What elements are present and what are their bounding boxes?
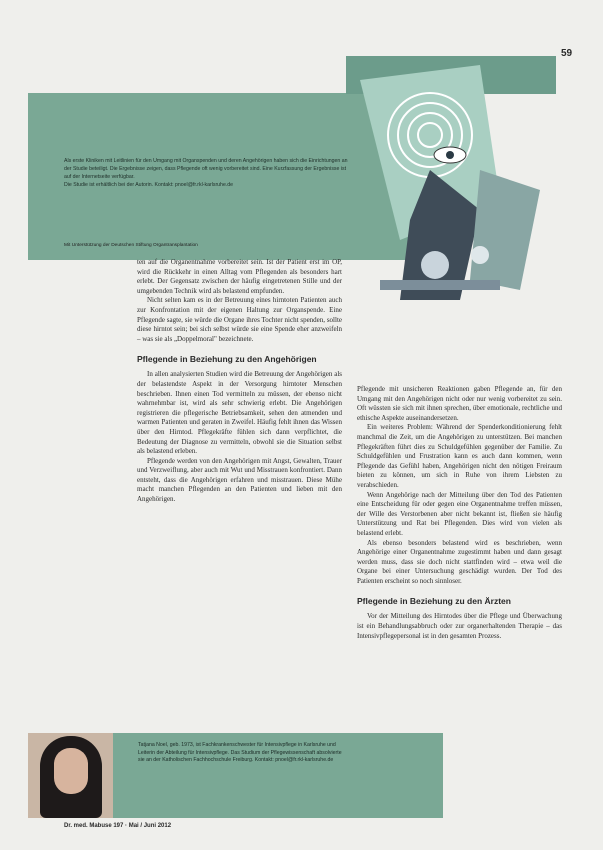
paragraph: Pflegende mit unsicheren Reaktionen gaben Pflegende an, für den Umgang mit den Angehörigen nicht oder nur wenig vorbereitet zu sein. Oft wüssten sie sich mit ihnen sprechen, über emotionale, rechtliche und ethische Aspekte auseinandersetzen.	[357, 385, 562, 422]
paragraph: Nicht selten kam es in der Betreuung eines hirntoten Patienten auch zur Konfrontation mit der eigenen Haltung zur Organspende. Eine Pflegende sagte, sie würde die Organe ihres Tochter nicht spenden, sollte diese hirntot sein; bei sich selbst würde sie eine Spende eher anzweifeln – was sie als „Doppelmoral" bezeichnete.	[137, 296, 342, 343]
info-box-text	[64, 157, 354, 189]
footer: Dr. med. Mabuse 197 · Mai / Juni 2012	[64, 823, 172, 829]
section-heading: Pflegende in Beziehung zu den Angehörigen	[137, 354, 317, 365]
right-column	[357, 385, 562, 641]
left-column	[137, 258, 342, 505]
paragraph: Pflegende werden von den Angehörigen mit Angst, Gewalten, Trauer und Verzweiflung, aber auch mit Wut und Misstrauen konfrontiert. Dann entsteht, dass die Angehörigen erfahren und misstrauen. Diese Mühe macht manchen Pflegenden an den Patienten und lieben mit den Angehörigen.	[137, 456, 342, 504]
paragraph: ten auf die Organentnahme vorbereitet sein. Ist der Patient erst im OP, wird die Rückkehr in einen Alltag vom Pflegenden als besonders hart erlebt. Der Gegensatz zwischen der häufig eingetretenen Stille und der umgebenden Technik wird als belastend empfunden.	[137, 258, 342, 295]
author-bio: Tatjana Noel, geb. 1973, ist Fachkrankenschwester für Intensivpflege in Karlsruhe und Leiterin der Abteilung für Intensivpflege. Das Studium der Pflegewissenschaft absolvierte sie an der Katholischen Fachhochschule Freiburg. Kontakt: pnoel@fr.rkl-karlsruhe.de	[138, 742, 342, 764]
paragraph: Als ebenso besonders belastend wird es beschrieben, wenn Angehörige einer Organentnahme zugestimmt haben und dann gesagt werden muss, dass sie doch nicht stattfinden wird – etwa weil die Organe bei einer Untersuchung geschädigt wurden. Der Tod des Patienten erscheint so noch sinnloser.	[357, 538, 562, 585]
info-box-body: Als erste Kliniken mit Leitlinien für den Umgang mit Organspenden und deren Angehörigen haben sich die Einrichtungen an der Studie beteiligt. Die Ergebnisse zeigen, dass Pflegende oft wenig vorbereitet sind. Eine Kurzfassung der Ergebnisse ist auf der Internetseite verfügbar.	[64, 158, 348, 180]
section-heading: Pflegende in Beziehung zu den Ärzten	[357, 596, 511, 607]
page-number: 59	[561, 48, 573, 59]
paragraph: Ein weiteres Problem: Während der Spenderkonditionierung fehlt manchmal die Zeit, um die Angehörigen zu unterstützen. Bei manchen Pflegekräften führt dies zu Schuldgefühlen gegenüber der Familie. Zu Schuldgefühlen und Frustration kann es auch dann kommen, wenn Pflegende das Gefühl haben, Angehörigen nicht den nötigen Freiraum bieten zu können, um sich in Ruhe von ihrem Liebsten zu verabschieden.	[357, 423, 562, 489]
info-box-contact: Die Studie ist erhältlich bei der Autorin. Kontakt: pnoel@fr.rkl-karlsruhe.de	[64, 182, 234, 188]
author-photo-face	[54, 748, 88, 794]
illustration	[340, 60, 550, 320]
paragraph: Vor der Mitteilung des Hirntodes über die Pflege und Überwachung ist ein Behandlungsabbruch oder zur organerhaltenden Therapie – das Intensivpflegepersonal ist in den gesamten Prozess.	[357, 612, 562, 640]
paragraph: In allen analysierten Studien wird die Betreuung der Angehörigen als der belastendste Aspekt in der Versorgung hirntoter Menschen beschrieben. Ihnen einen Tod vermitteln zu müssen, der ebenso nicht wahrnehmbar ist, wird als sehr schwierig erlebt. Die Angehörigen registrieren die pflegerische Betriebsamkeit, sehen den atmenden und warmen Patienten und geraten in Zweifel. Häufig fehlt ihnen das Wissen über den Hirntod. Pflegekräfte fühlen sich dann verpflichtet, die Bedeutung der Diagnose zu vermitteln, obwohl sie die Situation selbst als belastend erleben.	[137, 370, 342, 456]
credit-line: Mit Unterstützung der Deutschen Stiftung Organtransplantation	[64, 243, 198, 248]
paragraph: Wenn Angehörige nach der Mitteilung über den Tod des Patienten eine Entscheidung für oder gegen eine Organentnahme treffen müssen, der Wille des Verstorbenen aber nicht bekannt ist, fließen sie häufig Unterstützung und Rat bei Pflegenden. Dies wird von vielen als belastend erlebt.	[357, 490, 562, 537]
